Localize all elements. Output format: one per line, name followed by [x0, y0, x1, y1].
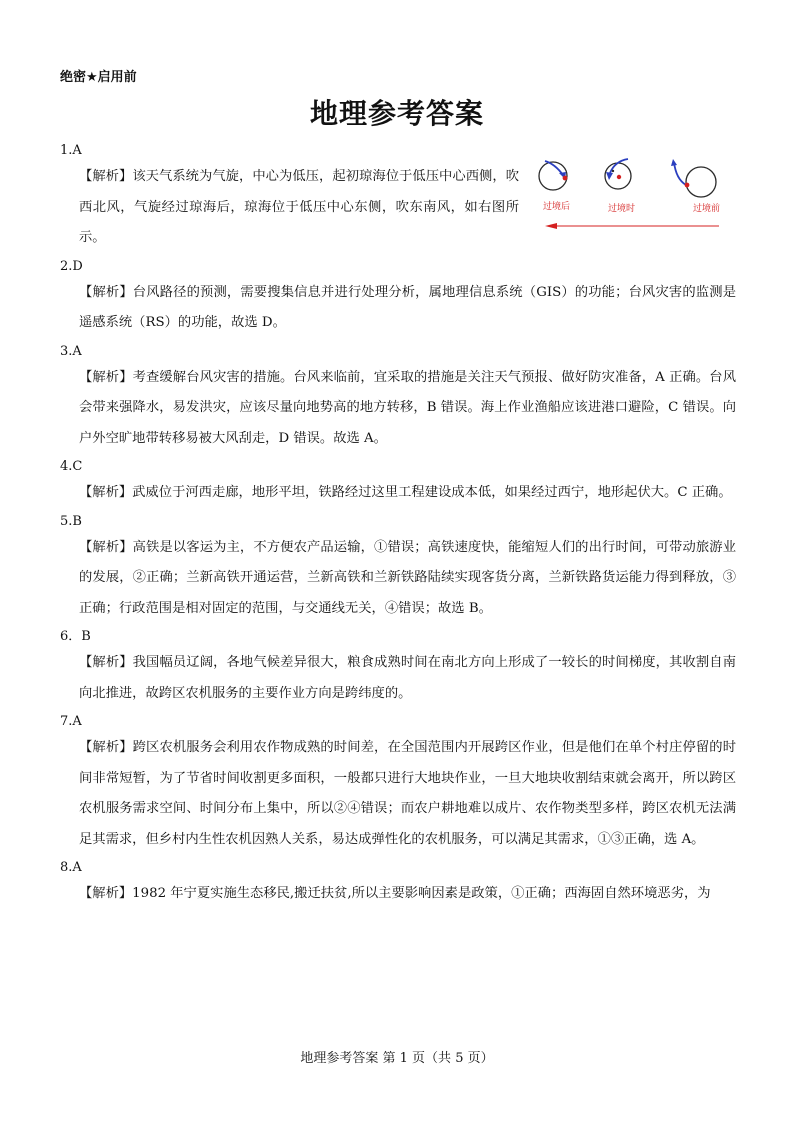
question-number: 3.A	[60, 343, 82, 359]
question-explanation: 【解析】我国幅员辽阔，各地气候差异很大，粮食成熟时间在南北方向上形成了一较长的时间梯度，其收割自南向北推进，故跨区农机服务的主要作业方向是跨纬度的。	[79, 655, 736, 701]
question-explanation: 【解析】该天气系统为气旋，中心为低压，起初琼海位于低压中心西侧，吹西北风，气旋经过琼海后，琼海位于低压中心东侧，吹东南风，如右图所示。	[79, 169, 519, 245]
question-item	[60, 857, 736, 910]
question-number: 6．B	[60, 629, 91, 644]
question-number: 7.A	[60, 714, 82, 729]
question-item	[60, 511, 736, 625]
question-number: 5.B	[60, 513, 82, 529]
label-before: 过境前	[693, 204, 721, 214]
question-number: 1.A	[60, 143, 82, 158]
label-after: 过境后	[543, 202, 571, 212]
question-explanation: 【解析】武威位于河西走廊，地形平坦，铁路经过这里工程建设成本低，如果经过西宁，地形起伏大。C 正确。	[79, 485, 732, 500]
page-title: 地理参考答案	[309, 97, 484, 130]
question-number: 2.D	[60, 258, 83, 274]
question-explanation: 【解析】台风路径的预测，需要搜集信息并进行处理分析，属地理信息系统（GIS）的功能；台风灾害的监测是遥感系统（RS）的功能，故选 D。	[79, 284, 736, 330]
question-explanation: 【解析】1982 年宁夏实施生态移民,搬迁扶贫,所以主要影响因素是政策，①正确；西海固自然环境恶劣，为	[79, 886, 711, 901]
question-explanation: 【解析】考查缓解台风灾害的措施。台风来临前，宜采取的措施是关注天气预报、做好防灾准备，A 正确。台风会带来强降水，易发洪灾，应该尽量向地势高的地方转移，B 错误。海上作业渔船应该进港口避险，C 错误。向户外空旷地带转移易被大风刮走，D 错误。故选 A。	[79, 369, 736, 446]
page-footer: 地理参考答案 第 1 页（共 5 页）	[300, 1051, 494, 1066]
question-explanation: 【解析】高铁是以客运为主，不方便农产品运输，①错误；高铁速度快，能缩短人们的出行时间，可带动旅游业的发展，②正确；兰新高铁开通运营，兰新高铁和兰新铁路陆续实现客货分离，兰新铁路货运能力得到释放，③正确；行政范围是相对固定的范围，与交通线无关，④错误；故选 B。	[79, 539, 736, 616]
question-number: 8.A	[60, 860, 82, 875]
question-item	[60, 341, 736, 455]
confidential-label: 绝密★启用前	[60, 70, 137, 85]
question-number: 4.C	[60, 459, 83, 474]
question-item	[60, 626, 736, 709]
label-during: 过境时	[608, 204, 636, 214]
question-item	[60, 711, 736, 855]
question-item	[60, 256, 736, 339]
question-item	[60, 456, 736, 509]
answer-list	[60, 138, 736, 912]
question-item	[60, 140, 736, 254]
question-explanation: 【解析】跨区农机服务会利用农作物成熟的时间差，在全国范围内开展跨区作业，但是他们在单个村庄停留的时间非常短暂，为了节省时间收割更多面积，一般都只进行大地块作业，一旦大地块收割结束就会离开，所以跨区农机服务需求空间、时间分布上集中，所以②④错误；而农户耕地难以成片、农作物类型多样，跨区农机无法满足其需求，但乡村内生性农机因熟人关系，易达成弹性化的农机服务，可以满足其需求，①③正确，选 A。	[79, 740, 736, 847]
